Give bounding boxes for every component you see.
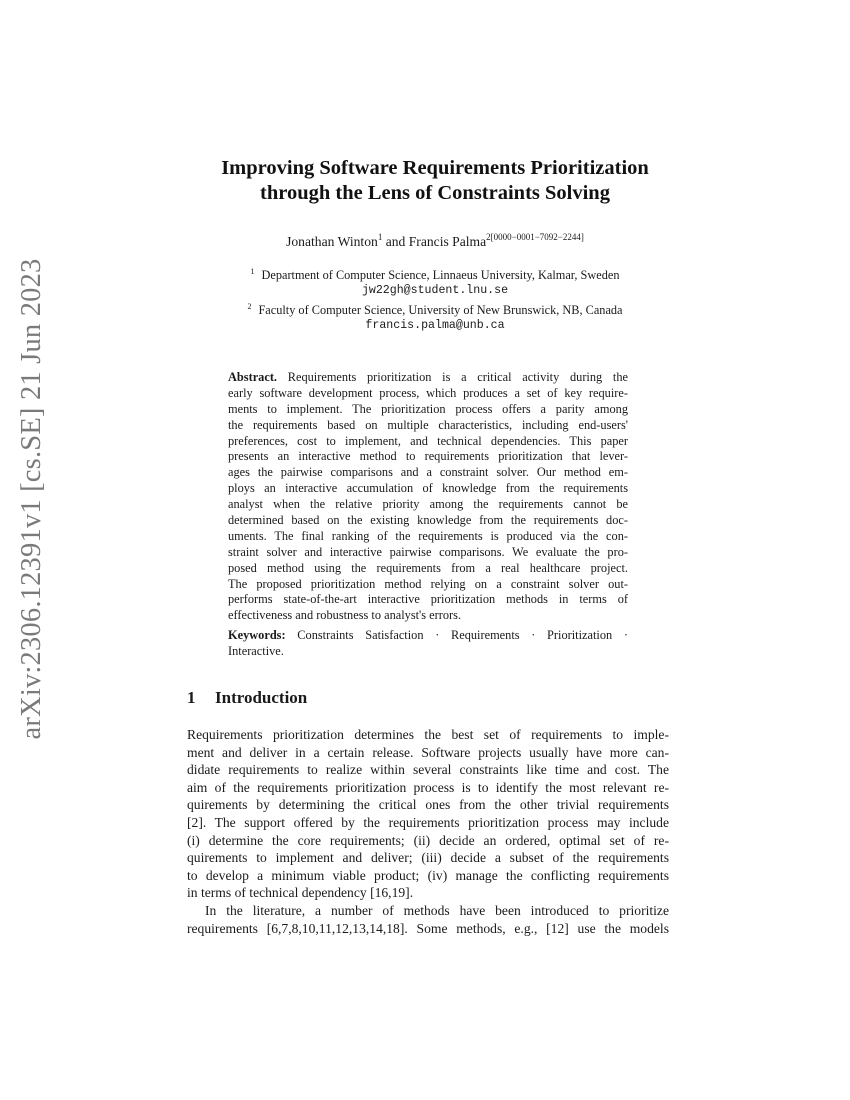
affiliations	[150, 264, 720, 334]
abstract-line: Abstract. Requirements prioritization is a critical activity during the	[228, 370, 628, 384]
abstract-line: ments to implement. The prioritization process offers a parity among	[228, 401, 628, 416]
keywords	[228, 628, 628, 660]
keywords-line: Keywords: Constraints Satisfaction · Requirements · Prioritization ·	[228, 628, 628, 642]
arxiv-identifier-stamp	[2, 258, 62, 740]
abstract-line: ploys an interactive accumulation of knowledge from the requirements	[228, 481, 628, 496]
author-conjunction: and	[382, 234, 409, 249]
body-line: didate requirements to realize within several constraints like time and cost. The	[187, 762, 669, 778]
author-list	[150, 232, 720, 250]
author-name: Jonathan Winton	[286, 234, 378, 249]
body-line: quirements by determining the critical ones from the other trivial requirements	[187, 797, 669, 813]
abstract-line: effectiveness and robustness to analyst's errors.	[228, 608, 462, 623]
author-affiliation-orcid: 2[0000−0001−7092−2244]	[486, 232, 584, 242]
section-title: Introduction	[215, 688, 308, 707]
body-line: quirements to implement and deliver; (iii) decide a subset of the requirements	[187, 850, 669, 866]
body-line: to develop a minimum viable product; (iv) manage the conflicting requirements	[187, 867, 669, 883]
author-affiliation-mark: 1	[377, 232, 383, 242]
body-line: (i) determine the core requirements; (ii) decide an ordered, optimal set of re-	[187, 832, 669, 848]
affiliation-number: 1	[250, 267, 255, 276]
affiliation-item	[150, 264, 720, 283]
body-line: requirements [6,7,8,10,11,12,13,14,18]. Some methods, e.g., [12] use the models	[187, 920, 669, 936]
body-line: aim of the requirements prioritization process is to identify the most relevant re-	[187, 779, 669, 795]
paper-title	[150, 156, 720, 206]
affiliation-number: 2	[247, 302, 252, 311]
section-number: 1	[187, 688, 196, 707]
affiliation-name: Faculty of Computer Science, University of New Brunswick, NB, Canada	[258, 303, 623, 317]
abstract-line: performs state-of-the-art interactive prioritization methods in terms of	[228, 592, 628, 607]
keywords-label: Keywords:	[228, 628, 286, 642]
abstract-line: preferences, cost to implement, and technical dependencies. This paper	[228, 433, 628, 448]
abstract-line: straint solver and interactive pairwise comparisons. We evaluate the pro-	[228, 544, 628, 559]
abstract-label: Abstract.	[228, 370, 278, 384]
section-heading	[187, 688, 307, 708]
affiliation-email[interactable]: francis.palma@unb.ca	[365, 319, 505, 332]
body-line: [2]. The support offered by the requirements prioritization process may include	[187, 814, 669, 830]
title-line: Improving Software Requirements Prioritization	[221, 157, 649, 179]
affiliation-email[interactable]: jw22gh@student.lnu.se	[361, 284, 509, 297]
body-line: In the literature, a number of methods have been introduced to prioritize	[205, 902, 669, 918]
abstract-line: presents an interactive method to requirements prioritization that lever-	[228, 449, 628, 464]
abstract-line: determined based on the existing knowledge from the requirements doc-	[228, 513, 628, 528]
abstract-line: uments. The final ranking of the requirements is produced via the con-	[228, 528, 628, 543]
body-line: in terms of technical dependency [16,19].	[187, 885, 414, 901]
affiliation-item	[150, 299, 720, 318]
body-line: Requirements prioritization determines the best set of requirements to imple-	[187, 727, 669, 742]
keywords-line: Interactive.	[228, 643, 284, 658]
abstract-line: early software development process, which produces a set of key require-	[228, 385, 628, 400]
section-body	[187, 726, 669, 937]
title-line: through the Lens of Constraints Solving	[260, 182, 610, 204]
abstract	[228, 370, 628, 624]
abstract-line: The proposed prioritization method relying on a constraint solver out-	[228, 576, 628, 591]
affiliation-name: Department of Computer Science, Linnaeus University, Kalmar, Sweden	[261, 268, 620, 282]
abstract-line: analyst when the relative priority among the requirements cannot be	[228, 497, 628, 512]
abstract-line: posed method using the requirements from a real healthcare project.	[228, 560, 628, 575]
body-line: ment and deliver in a certain release. Software projects usually have more can-	[187, 744, 669, 760]
abstract-line: the requirements based on multiple characteristics, including end-users'	[228, 417, 628, 432]
abstract-line: ages the pairwise comparisons and a constraint solver. Our method em-	[228, 465, 628, 480]
arxiv-identifier-text: arXiv:2306.12391v1 [cs.SE] 21 Jun 2023	[16, 258, 47, 740]
author-name: Francis Palma	[408, 234, 487, 249]
